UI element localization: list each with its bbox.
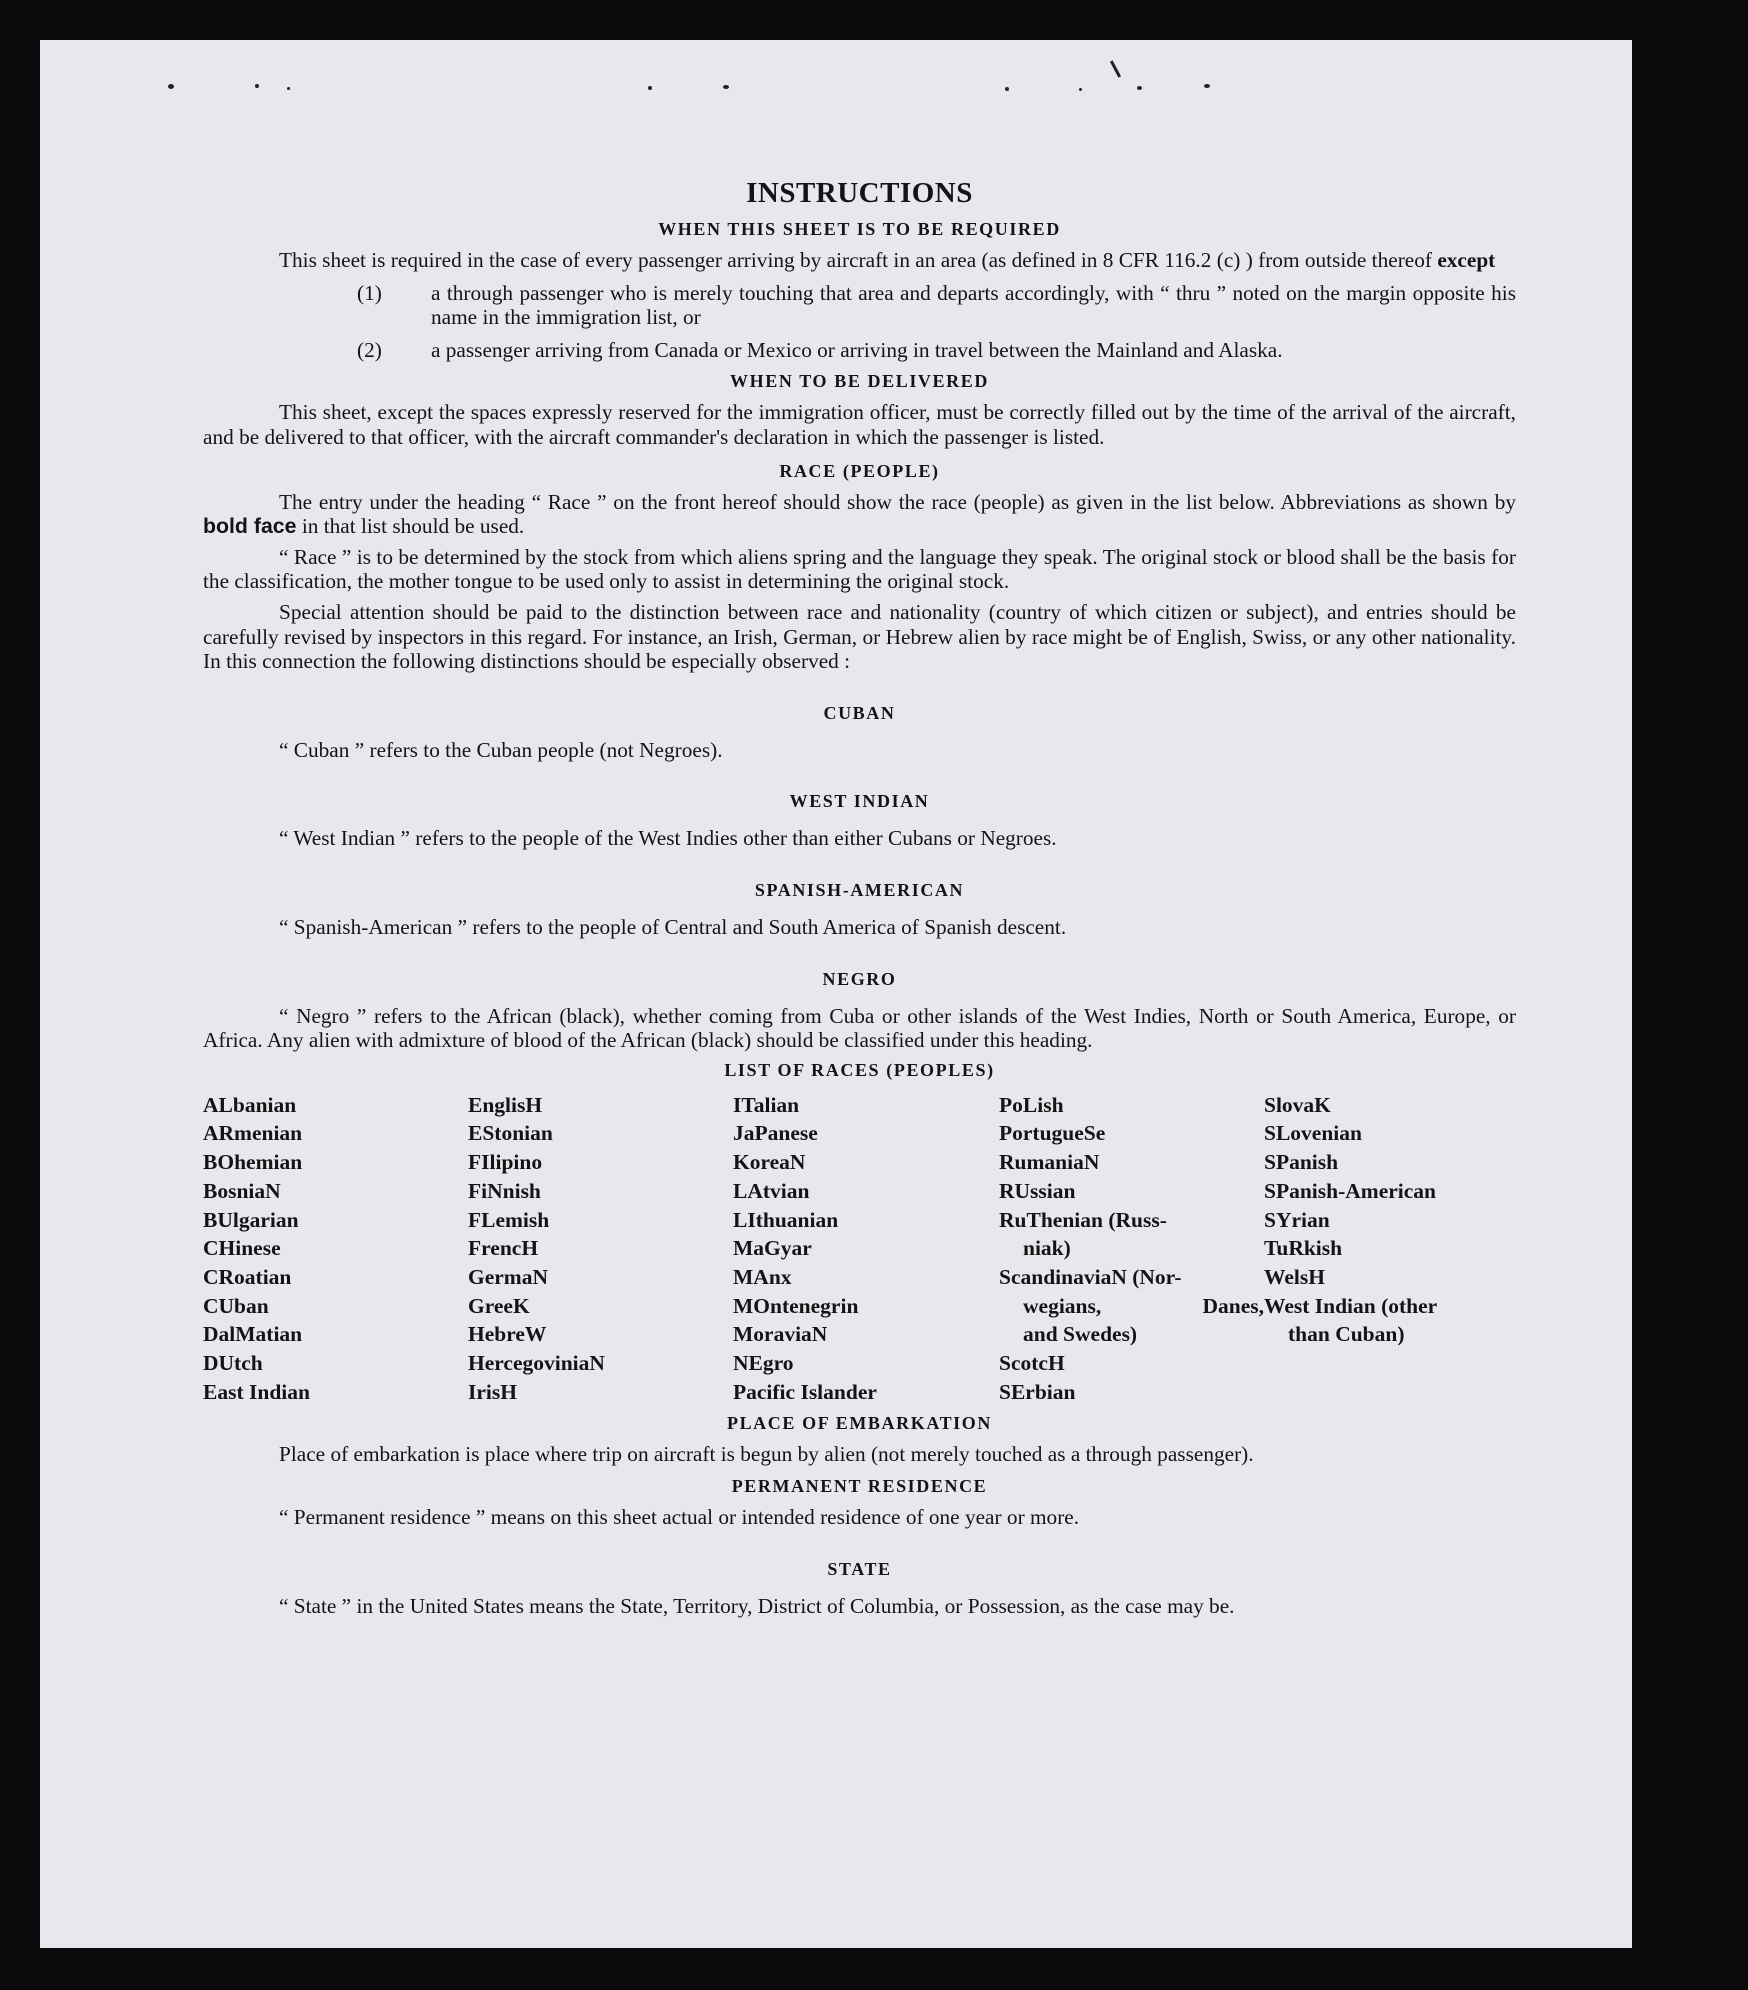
race-entry: ScotcH bbox=[999, 1351, 1065, 1376]
race-entry: SPanish bbox=[1264, 1150, 1339, 1175]
document-sheet bbox=[40, 40, 1632, 1948]
item-number: (2) bbox=[357, 337, 382, 362]
speck bbox=[255, 84, 259, 88]
speck bbox=[1005, 87, 1009, 91]
heading-negro: NEGRO bbox=[822, 968, 897, 989]
race-entry: FLemish bbox=[468, 1207, 550, 1232]
race-entry: EStonian bbox=[468, 1121, 553, 1146]
race-entry: CHinese bbox=[203, 1236, 281, 1261]
race-entry: DUtch bbox=[203, 1351, 263, 1376]
race-entry: ScandinaviaN (Nor- bbox=[999, 1264, 1182, 1289]
west-indian-text: “ West Indian ” refers to the people of the West Indies other than either Cubans or Negroes. bbox=[279, 826, 1057, 851]
pen-mark bbox=[1110, 60, 1121, 77]
state-text: “ State ” in the United States means the State, Territory, District of Columbia, or Possession, as the case may be. bbox=[279, 1593, 1235, 1618]
item-number: (1) bbox=[357, 280, 382, 305]
speck bbox=[648, 86, 652, 90]
instructions-body bbox=[203, 176, 1516, 1624]
race-entry-continued: niak) bbox=[1023, 1236, 1071, 1261]
race-entry: MOntenegrin bbox=[733, 1293, 859, 1318]
residence-text: “ Permanent residence ” means on this sheet actual or intended residence of one year or more. bbox=[279, 1505, 1080, 1530]
heading-race: RACE (PEOPLE) bbox=[779, 460, 940, 481]
race-entry-continued: than Cuban) bbox=[1288, 1322, 1405, 1347]
embarkation-text: Place of embarkation is place where trip on aircraft is begun by alien (not merely touched as a through passenger). bbox=[279, 1442, 1254, 1467]
list-item bbox=[203, 281, 1516, 330]
item-text: a through passenger who is merely touching that area and departs accordingly, with “ thru ” noted on the margin opposite his name in the immigration list, or bbox=[431, 280, 1516, 330]
races-column-5 bbox=[1264, 1091, 1516, 1407]
races-column-2 bbox=[468, 1091, 733, 1407]
race-entry: ITalian bbox=[733, 1092, 800, 1117]
list-item bbox=[203, 338, 1516, 363]
spanish-american-text: “ Spanish-American ” refers to the people of Central and South America of Spanish descent. bbox=[279, 914, 1067, 939]
heading-cuban: CUBAN bbox=[823, 702, 896, 723]
speck bbox=[1137, 86, 1142, 90]
race-entry: SlovaK bbox=[1264, 1092, 1331, 1117]
race-entry: CUban bbox=[203, 1293, 269, 1318]
race-entry: PortugueSe bbox=[999, 1121, 1106, 1146]
race-entry: RumaniaN bbox=[999, 1150, 1100, 1175]
race-entry: SLovenian bbox=[1264, 1121, 1362, 1146]
heading-required: WHEN THIS SHEET IS TO BE REQUIRED bbox=[658, 219, 1061, 239]
race-entry: West Indian (other bbox=[1264, 1293, 1438, 1318]
race-entry-continued: wegians, Danes, bbox=[1023, 1293, 1264, 1318]
speck bbox=[723, 85, 729, 89]
race-entry: JaPanese bbox=[733, 1121, 818, 1146]
race-entry: PoLish bbox=[999, 1092, 1064, 1117]
race-entry: GermaN bbox=[468, 1264, 548, 1289]
race-entry: SPanish-American bbox=[1264, 1178, 1436, 1203]
race-entry: ARmenian bbox=[203, 1121, 303, 1146]
race-entry: WelsH bbox=[1264, 1264, 1325, 1289]
race-entry: SYrian bbox=[1264, 1207, 1330, 1232]
race-entry: ALbanian bbox=[203, 1092, 297, 1117]
race-entry: BUlgarian bbox=[203, 1207, 299, 1232]
race-entry: GreeK bbox=[468, 1293, 530, 1318]
heading-west-indian: WEST INDIAN bbox=[789, 791, 930, 812]
race-entry: RuThenian (Russ- bbox=[999, 1207, 1167, 1232]
race-entry: EnglisH bbox=[468, 1092, 543, 1117]
race-entry: MAnx bbox=[733, 1264, 792, 1289]
race-entry: KoreaN bbox=[733, 1150, 806, 1175]
race-entry: BOhemian bbox=[203, 1150, 303, 1175]
required-intro: This sheet is required in the case of every passenger arriving by aircraft in an area (as defined in 8 CFR 116.2 (c) ) from outside thereof except bbox=[279, 248, 1496, 272]
race-paragraph-1: The entry under the heading “ Race ” on the front hereof should show the race (people) as given in the list below. Abbreviations as shown by bold face in that list should be used. bbox=[203, 489, 1516, 539]
race-entry: HebreW bbox=[468, 1322, 547, 1347]
heading-delivered: WHEN TO BE DELIVERED bbox=[730, 371, 989, 392]
speck bbox=[168, 84, 174, 89]
race-entry: LAtvian bbox=[733, 1178, 810, 1203]
races-column-4 bbox=[999, 1091, 1264, 1407]
race-entry: BosniaN bbox=[203, 1178, 281, 1203]
heading-state: STATE bbox=[827, 1558, 892, 1579]
race-entry: TuRkish bbox=[1264, 1236, 1343, 1261]
races-list bbox=[203, 1091, 1516, 1407]
speck bbox=[287, 87, 290, 90]
race-entry: LIthuanian bbox=[733, 1207, 839, 1232]
race-entry: HercegoviniaN bbox=[468, 1351, 605, 1376]
race-entry: Pacific Islander bbox=[733, 1379, 877, 1404]
race-entry-continued: and Swedes) bbox=[1023, 1322, 1138, 1347]
race-entry: FIlipino bbox=[468, 1150, 543, 1175]
race-paragraph-3: Special attention should be paid to the distinction between race and nationality (country of which citizen or subject), and entries should be carefully revised by inspectors in this regard. For instance, an Irish, German, or Hebrew alien by race might be of English, Swiss, or any other nationality. In this connection the following distinctions should be especially observed : bbox=[203, 599, 1516, 674]
race-entry: FiNnish bbox=[468, 1178, 541, 1203]
race-entry: MaGyar bbox=[733, 1236, 812, 1261]
race-entry: East Indian bbox=[203, 1379, 310, 1404]
race-paragraph-2: “ Race ” is to be determined by the stock from which aliens spring and the language they speak. The original stock or blood shall be the basis for the classification, the mother tongue to be used only to assist in determining the original stock. bbox=[203, 544, 1516, 594]
race-entry: DalMatian bbox=[203, 1322, 303, 1347]
race-entry: FrencH bbox=[468, 1236, 539, 1261]
negro-text: “ Negro ” refers to the African (black), whether coming from Cuba or other islands of the West Indies, North or South America, Europe, or Africa. Any alien with admixture of blood of the African (black) should be classified under this heading. bbox=[203, 1003, 1516, 1053]
item-text: a passenger arriving from Canada or Mexico or arriving in travel between the Mainland and Alaska. bbox=[431, 337, 1283, 362]
cuban-text: “ Cuban ” refers to the Cuban people (not Negroes). bbox=[279, 737, 723, 762]
race-entry: IrisH bbox=[468, 1379, 517, 1404]
heading-spanish-american: SPANISH-AMERICAN bbox=[754, 879, 965, 900]
page-title: INSTRUCTIONS bbox=[746, 177, 973, 209]
heading-embarkation: PLACE OF EMBARKATION bbox=[726, 1413, 992, 1434]
speck bbox=[1204, 84, 1210, 88]
race-entry: NEgro bbox=[733, 1351, 794, 1376]
speck bbox=[1079, 88, 1082, 91]
races-column-3 bbox=[733, 1091, 999, 1407]
race-entry: RUssian bbox=[999, 1178, 1076, 1203]
race-entry: SErbian bbox=[999, 1379, 1076, 1404]
race-entry: MoraviaN bbox=[733, 1322, 828, 1347]
heading-permanent-residence: PERMANENT RESIDENCE bbox=[731, 1476, 988, 1497]
delivered-text: This sheet, except the spaces expressly reserved for the immigration officer, must be correctly filled out by the time of the arrival of the aircraft, and be delivered to that officer, with the aircraft commander's declaration in which the passenger is listed. bbox=[203, 400, 1516, 449]
race-entry: CRoatian bbox=[203, 1264, 292, 1289]
heading-list-of-races: LIST OF RACES (PEOPLES) bbox=[724, 1059, 995, 1080]
races-column-1 bbox=[203, 1091, 468, 1407]
